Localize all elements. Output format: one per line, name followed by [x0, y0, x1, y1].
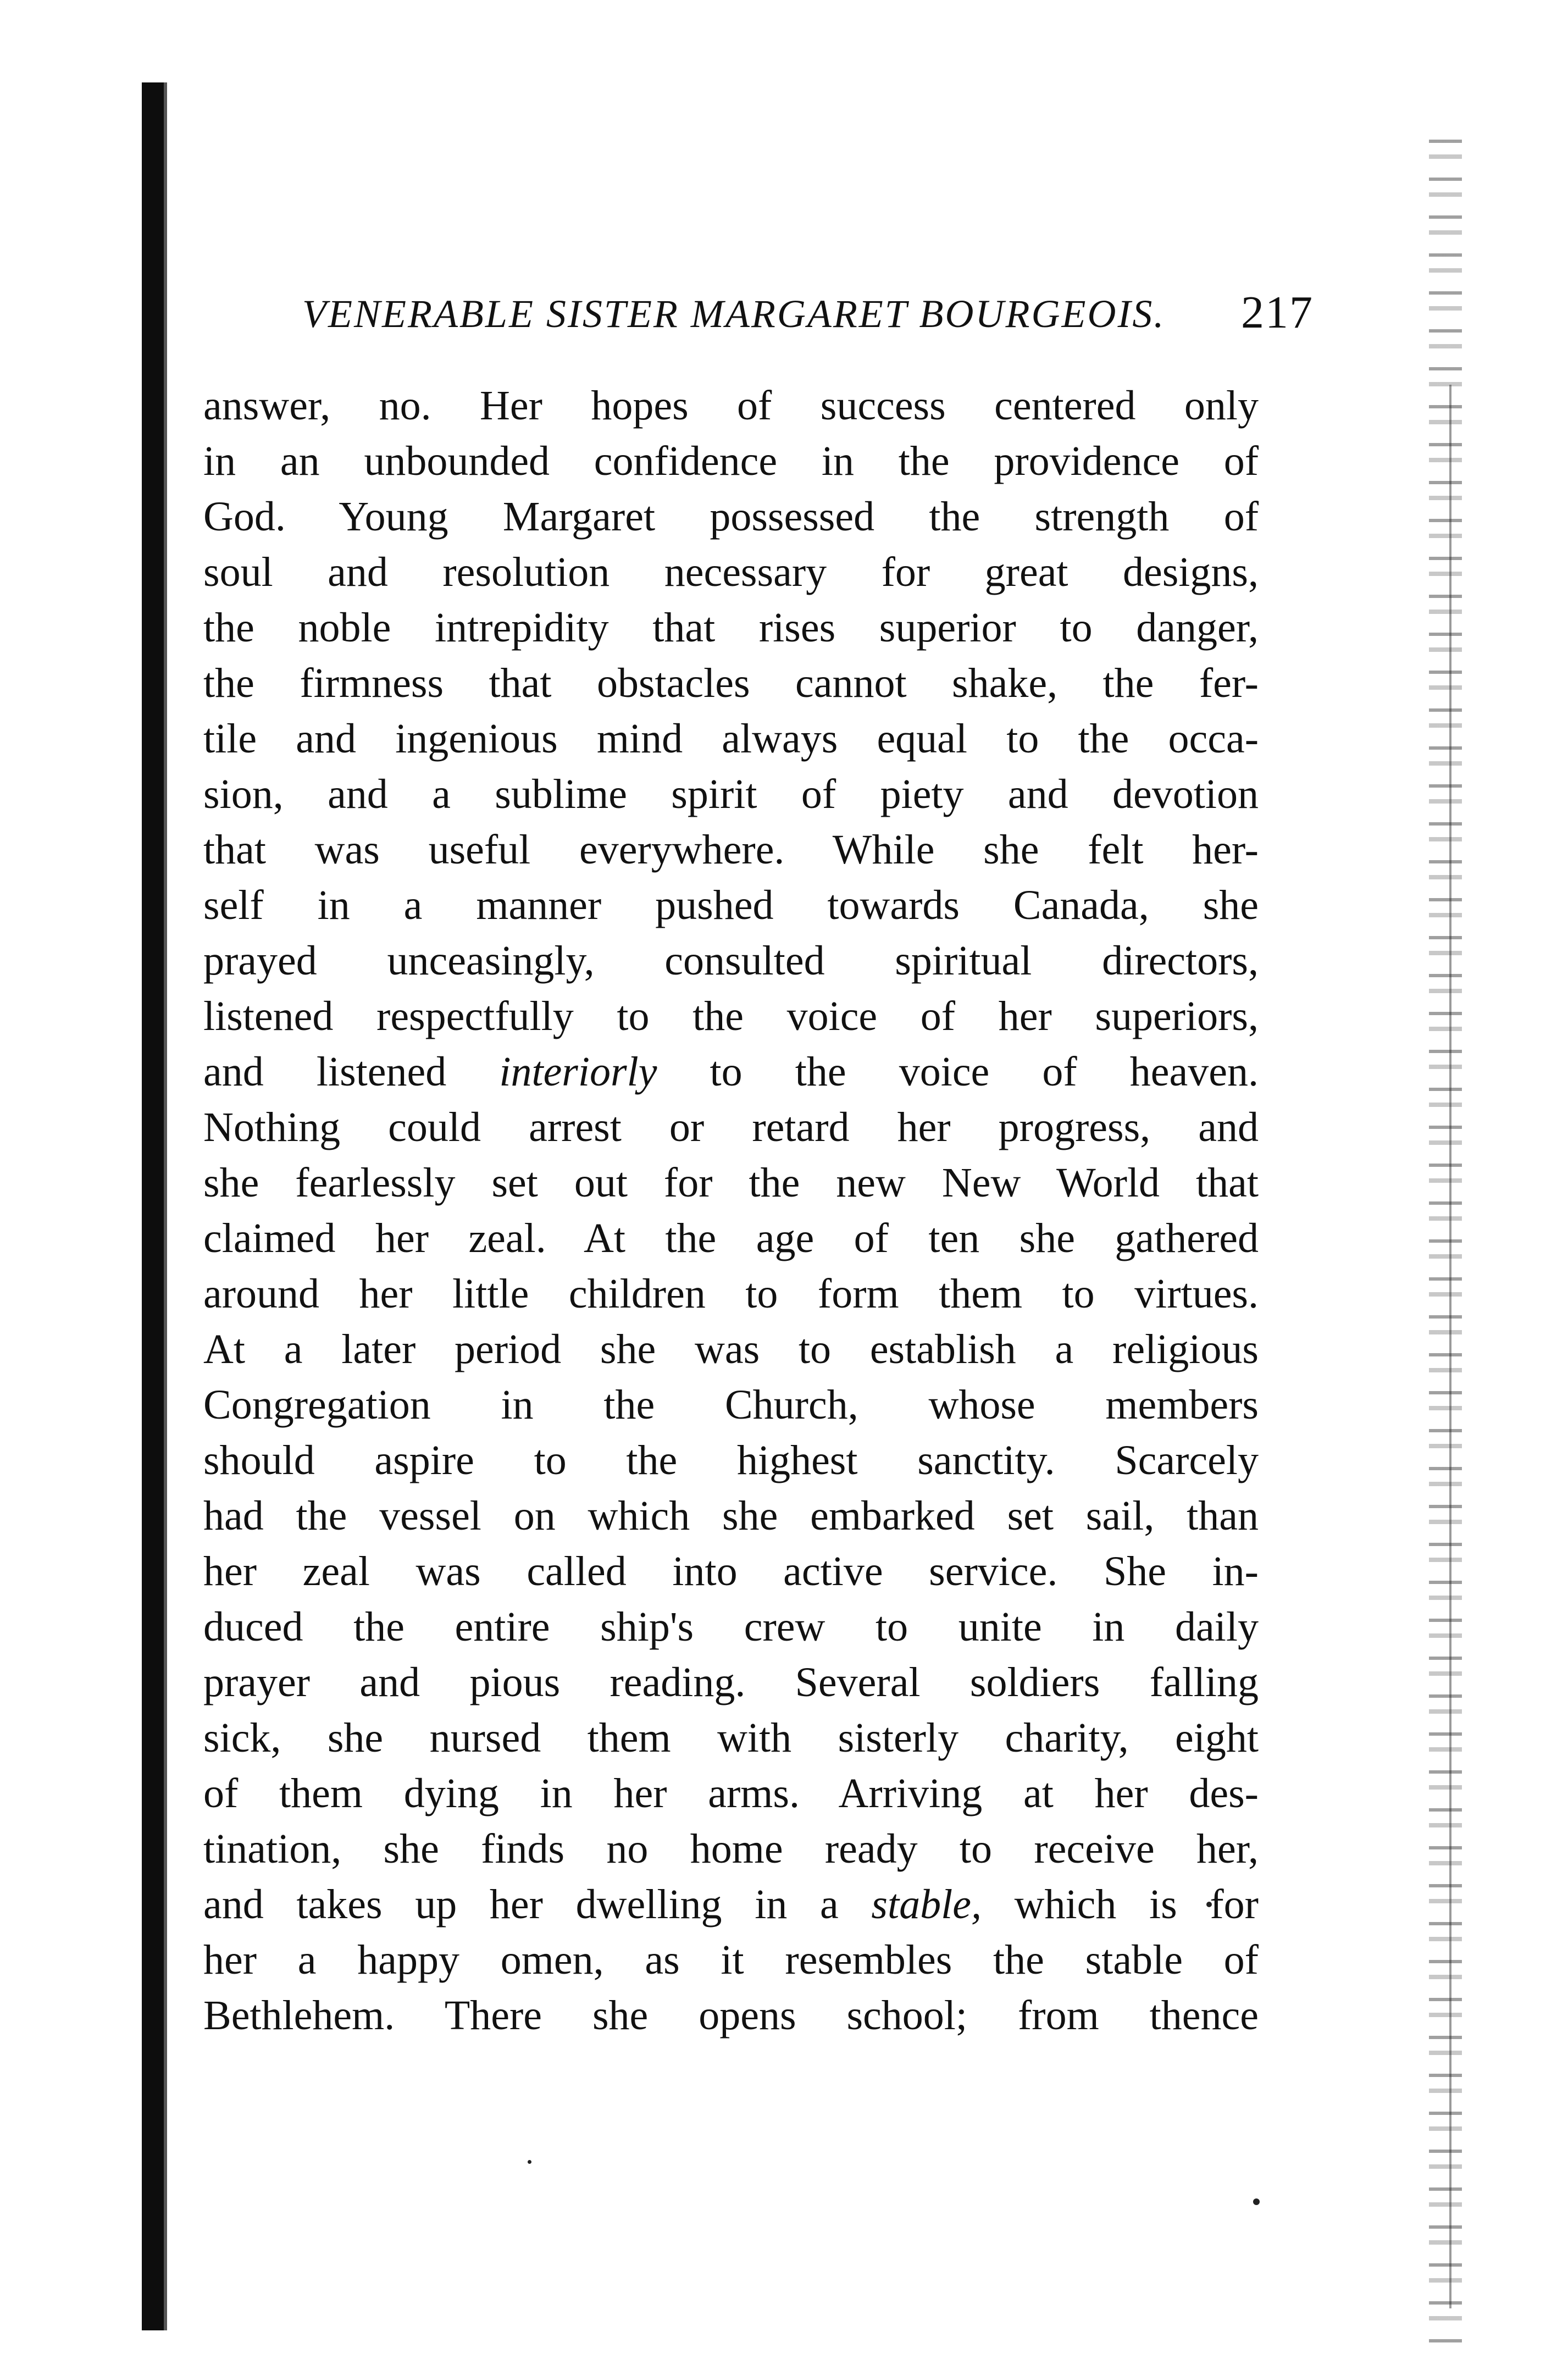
text-line: Bethlehem. There she opens school; from thence: [203, 1992, 1259, 2039]
text-line: of them dying in her arms. Arriving at her des-: [203, 1770, 1259, 1816]
text-line: the noble intrepidity that rises superior to danger,: [203, 605, 1259, 651]
text-line: self in a manner pushed towards Canada, she: [203, 882, 1259, 928]
text-line: she fearlessly set out for the new New World that: [203, 1160, 1259, 1206]
text-line-italic-word: [203, 1877, 1259, 1932]
text-line: soul and resolution necessary for great designs,: [203, 549, 1259, 595]
text-line: that was useful everywhere. While she felt her-: [203, 827, 1259, 873]
text-line: her a happy omen, as it resembles the stable of: [203, 1937, 1259, 1983]
text-line: sick, she nursed them with sisterly charity, eight: [203, 1715, 1259, 1761]
body-text: [203, 378, 1259, 2043]
text-line: Nothing could arrest or retard her progress, and: [203, 1104, 1259, 1150]
italic-word: stable,: [871, 1881, 982, 1928]
text-line: claimed her zeal. At the age of ten she gathered: [203, 1215, 1259, 1261]
text-line: listened respectfully to the voice of her superiors,: [203, 993, 1259, 1039]
text-line: should aspire to the highest sanctity. Scarcely: [203, 1437, 1259, 1483]
text-line: in an unbounded confidence in the providence of: [203, 438, 1259, 484]
ink-speck: [528, 2160, 531, 2164]
text-line: sion, and a sublime spirit of piety and devotion: [203, 771, 1259, 817]
text-line: had the vessel on which she embarked set sail, than: [203, 1493, 1259, 1539]
ink-speck: [1253, 2198, 1260, 2205]
running-title: VENERABLE SISTER MARGARET BOURGEOIS.: [302, 292, 1166, 336]
text-line: duced the entire ship's crew to unite in daily: [203, 1604, 1259, 1650]
text-line: tination, she finds no home ready to receive her,: [203, 1826, 1259, 1872]
page-edge-noise: [1429, 121, 1462, 2347]
line-segment: and takes up her dwelling in a: [203, 1881, 872, 1928]
text-line-italic-word: [203, 1044, 1259, 1100]
book-binding-shadow: [164, 82, 167, 2330]
text-line: Congregation in the Church, whose members: [203, 1382, 1259, 1428]
line-segment: and listened: [203, 1049, 500, 1095]
running-head: [302, 280, 1314, 341]
text-line: At a later period she was to establish a religious: [203, 1326, 1259, 1372]
line-segment: to the voice of heaven.: [657, 1049, 1259, 1095]
text-line: God. Young Margaret possessed the strength of: [203, 494, 1259, 540]
text-line: prayed unceasingly, consulted spiritual directors,: [203, 938, 1259, 984]
text-line: her zeal was called into active service. She in-: [203, 1548, 1259, 1594]
page-number: 217: [1241, 287, 1314, 338]
italic-word: interiorly: [499, 1049, 657, 1095]
text-line: answer, no. Her hopes of success centered only: [203, 383, 1259, 429]
line-segment: which is for: [981, 1881, 1259, 1928]
text-line: prayer and pious reading. Several soldiers falling: [203, 1659, 1259, 1705]
book-binding-edge: [142, 82, 164, 2330]
text-line: tile and ingenious mind always equal to the occa-: [203, 716, 1259, 762]
page-edge-line: [1449, 385, 1451, 2308]
text-line: the firmness that obstacles cannot shake, the fer-: [203, 660, 1259, 706]
text-line: around her little children to form them to virtues.: [203, 1271, 1259, 1317]
